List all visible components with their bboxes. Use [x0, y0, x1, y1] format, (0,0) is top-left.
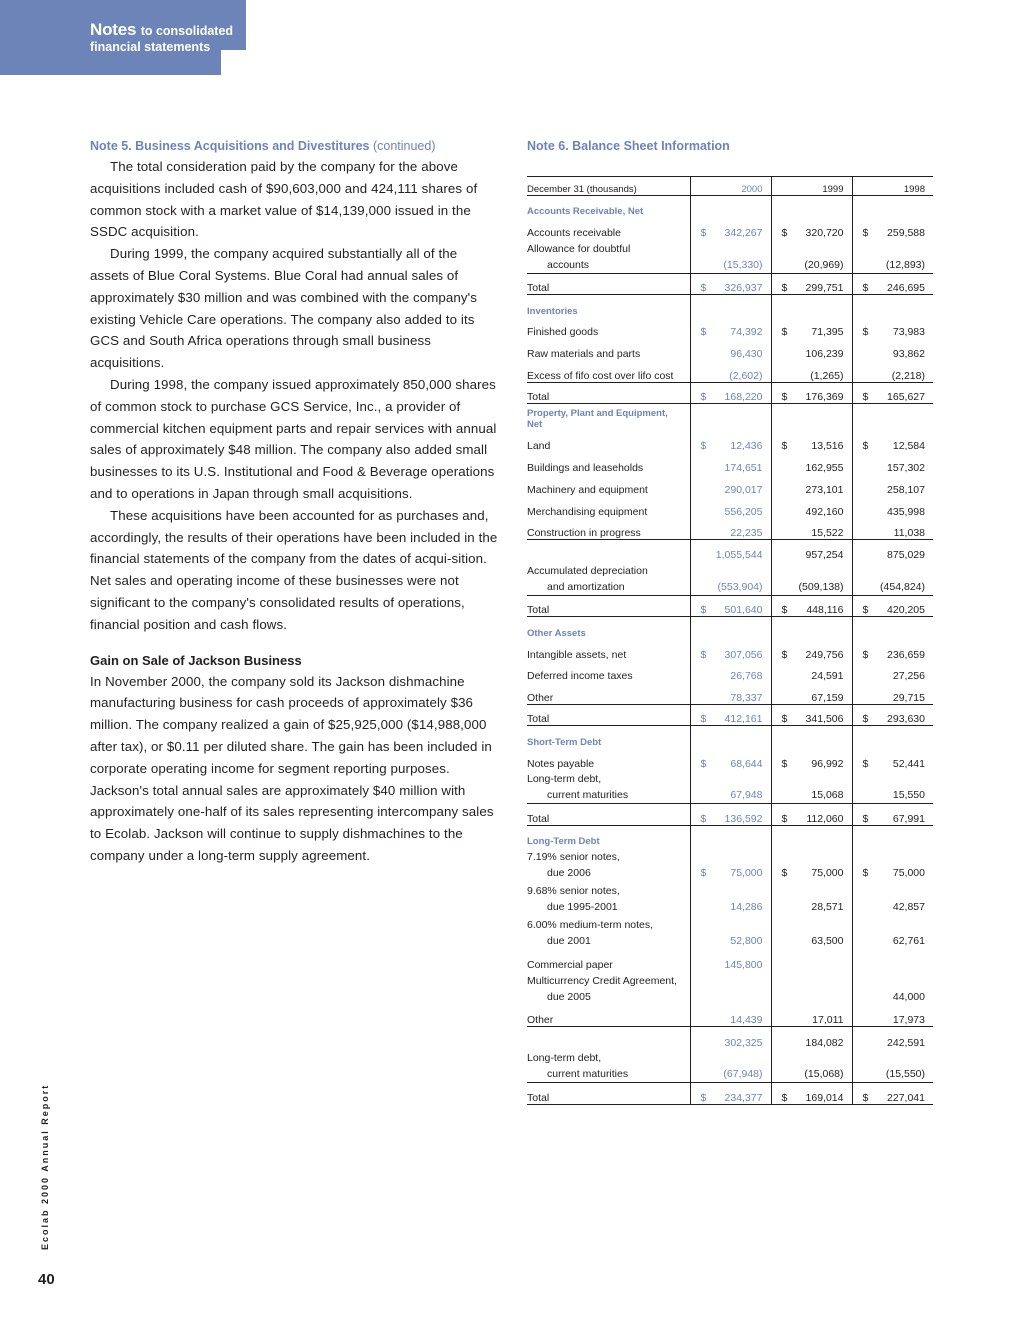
dollar-sign: $ [781, 227, 788, 240]
value: 96,992 [811, 757, 844, 770]
cell-1998: (454,824) [852, 561, 933, 595]
table-row [527, 639, 933, 661]
cell-1998: (15,550) [852, 1049, 933, 1083]
cell-1998 [852, 273, 933, 295]
cell-1998: 11,038 [852, 518, 933, 540]
cell-2000 [690, 217, 771, 239]
table-row [527, 360, 933, 382]
cell-1998 [852, 317, 933, 339]
table-row [527, 661, 933, 683]
row-label [527, 915, 690, 949]
row-label: Total [527, 804, 690, 826]
cell-1998 [852, 748, 933, 770]
header-1999: 1999 [771, 177, 852, 196]
cell-1999: 492,160 [805, 505, 844, 518]
value: 73,983 [892, 326, 925, 339]
table-row [527, 682, 933, 704]
cell-2000: 290,017 [690, 474, 771, 496]
dollar-sign: $ [781, 867, 788, 880]
cell-2000: 145,800 [690, 949, 771, 971]
cell-1998 [852, 1083, 933, 1105]
row-label [527, 539, 690, 561]
cell-1999: (20,969) [771, 239, 852, 273]
note6-column [527, 136, 933, 1104]
header-notes-word: Notes [90, 20, 137, 39]
cell-2000: (2,602) [690, 360, 771, 382]
section-heading: Property, Plant and Equipment, Net [527, 408, 668, 431]
cell-2000 [690, 430, 771, 452]
cell-1998: 62,761 [852, 915, 933, 949]
cell-1998: 17,973 [852, 1005, 933, 1027]
dollar-sign: $ [700, 812, 707, 825]
row-label-line2: due 1995-2001 [547, 901, 618, 914]
total-row [527, 704, 933, 726]
cell-1999 [771, 217, 852, 239]
note5-title-continued: (continued) [372, 139, 436, 153]
table-row [527, 1005, 933, 1027]
cell-1999 [771, 382, 852, 404]
row-label: Commercial paper [527, 958, 613, 971]
cell-1998: 157,302 [852, 452, 933, 474]
row-label: Total [527, 595, 690, 617]
cell-1999: 162,955 [805, 461, 844, 474]
dollar-sign: $ [700, 713, 707, 726]
gain-paragraph: In November 2000, the company sold its Jackson dishmachine manufacturing business for cash proceeds of approximately $36 million. The company realized a gain of $25,925,000 ($14,988,000 after tax), or $0.11 per diluted share. The gain has been included in corporate operating income for segment reporting purposes. Jackson's total annual sales are approximately $40 million with approximately one-half of its sales representing intercompany sales to Ecolab. Jackson will continue to supply dishmachines to the company under a long-term supply agreement. [90, 673, 494, 863]
dollar-sign: $ [862, 282, 869, 295]
row-label-line1: 6.00% medium-term notes, [527, 919, 654, 932]
row-label-line1: 9.68% senior notes, [527, 885, 620, 898]
row-label-line2: current maturities [547, 1068, 629, 1081]
table-row [527, 518, 933, 540]
section-heading-row [527, 404, 933, 431]
row-label-line2: accounts [547, 258, 590, 271]
row-label: Buildings and leaseholds [527, 461, 644, 474]
table-row [527, 474, 933, 496]
value: 420,205 [887, 604, 925, 617]
cell-1999: 15,522 [771, 518, 852, 540]
dollar-sign: $ [862, 227, 869, 240]
value: 342,267 [724, 227, 763, 240]
table-row [527, 748, 933, 770]
table-row [527, 452, 933, 474]
row-label-line1: Long-term debt, [527, 773, 602, 786]
cell-2000 [690, 639, 771, 661]
row-label-line1: Allowance for doubtful [527, 242, 631, 255]
cell-2000 [690, 382, 771, 404]
value: 112,060 [806, 812, 844, 825]
cell-1998 [852, 639, 933, 661]
value: 52,441 [892, 757, 925, 770]
cell-1999: (509,138) [771, 561, 852, 595]
cell-1998: 93,862 [852, 338, 933, 360]
table-row [527, 317, 933, 339]
table-row [527, 239, 933, 273]
note5-paragraph-4: These acquisitions have been accounted for as purchases and, accordingly, the results of their operations have been included in the financial statements of the company from the dates of acqui-sition. Net sales and operating income of these businesses were not significant to the company's consolidated results of operations, financial position and cash flows. [90, 507, 498, 632]
dollar-sign: $ [781, 604, 788, 617]
table-row [527, 881, 933, 915]
dollar-sign: $ [862, 713, 869, 726]
cell-1999: 273,101 [805, 483, 844, 496]
section-heading: Inventories [527, 305, 578, 317]
cell-1999 [771, 273, 852, 295]
row-label: Merchandising equipment [527, 505, 648, 518]
cell-1998 [852, 949, 933, 971]
dollar-sign: $ [781, 391, 788, 404]
row-label-line2: and amortization [547, 580, 625, 593]
value: 75,000 [730, 867, 763, 880]
balance-sheet-table [527, 176, 933, 1105]
row-label-line1: Accumulated depreciation [527, 564, 648, 577]
dollar-sign: $ [700, 867, 707, 880]
row-label-line2: due 2006 [547, 867, 591, 880]
cell-1998: 242,591 [852, 1027, 933, 1049]
cell-1999: (15,068) [771, 1049, 852, 1083]
row-label [527, 881, 690, 915]
value: 326,937 [724, 282, 763, 295]
dollar-sign: $ [700, 391, 707, 404]
note5-column [90, 136, 500, 867]
table-row [527, 949, 933, 971]
table-row [527, 971, 933, 1005]
value: 12,436 [730, 440, 763, 453]
section-heading: Long-Term Debt [527, 836, 600, 848]
value: 299,751 [805, 282, 844, 295]
cell-1999: 957,254 [805, 549, 844, 562]
cell-2000: 302,325 [690, 1027, 771, 1049]
section-heading-row [527, 825, 933, 847]
cell-1998 [852, 847, 933, 881]
section-heading: Other Assets [527, 627, 586, 639]
subtotal-row [527, 539, 933, 561]
row-label-line1: Multicurrency Credit Agreement, [527, 974, 677, 987]
table-row [527, 496, 933, 518]
row-label: Total [527, 1083, 690, 1105]
row-label: Land [527, 440, 551, 453]
value: 71,395 [811, 326, 844, 339]
section-heading: Accounts Receivable, Net [527, 206, 644, 218]
value: 293,630 [887, 713, 925, 726]
gain-heading: Gain on Sale of Jackson Business [90, 652, 302, 668]
row-label: Construction in progress [527, 518, 690, 540]
table-row [527, 847, 933, 881]
value: 74,392 [730, 326, 763, 339]
cell-1999 [771, 1083, 852, 1105]
dollar-sign: $ [700, 282, 707, 295]
cell-2000: 96,430 [690, 338, 771, 360]
value: 501,640 [724, 604, 763, 617]
dollar-sign: $ [862, 812, 869, 825]
table-row [527, 217, 933, 239]
value: 12,584 [892, 440, 925, 453]
total-row [527, 382, 933, 404]
dollar-sign: $ [862, 648, 869, 661]
page-number: 40 [38, 1271, 55, 1288]
header-1998: 1998 [852, 177, 933, 196]
value: 320,720 [805, 227, 844, 240]
cell-2000: 78,337 [690, 682, 771, 704]
cell-1999 [771, 949, 852, 971]
cell-1999: 15,068 [771, 770, 852, 804]
dollar-sign: $ [700, 1091, 707, 1104]
cell-1999 [771, 971, 852, 1005]
value: 169,014 [805, 1091, 844, 1104]
row-label [527, 971, 690, 1005]
value: 168,220 [724, 391, 763, 404]
cell-1999: 67,159 [771, 682, 852, 704]
cell-2000 [690, 595, 771, 617]
dollar-sign: $ [700, 757, 707, 770]
cell-1999: 184,082 [805, 1036, 844, 1049]
cell-2000: (67,948) [690, 1049, 771, 1083]
value: 67,991 [892, 812, 925, 825]
value: 259,588 [887, 227, 925, 240]
row-label: Machinery and equipment [527, 483, 648, 496]
row-label-line2: due 2005 [547, 990, 591, 1003]
cell-1998 [852, 217, 933, 239]
row-label: Notes payable [527, 757, 595, 770]
cell-1999: 28,571 [811, 901, 844, 914]
cell-2000: 174,651 [690, 452, 771, 474]
row-label: Excess of fifo cost over lifo cost [527, 360, 690, 382]
dollar-sign: $ [862, 1091, 869, 1104]
dollar-sign: $ [781, 1091, 788, 1104]
note5-paragraph-3: During 1998, the company issued approximately 850,000 shares of common stock to purchase GCS Service, Inc., a provider of commercial kitchen equipment parts and repair services with annual sales of approximately $48 million. The company also added small businesses to its U.S. Institutional and Food & Beverage operations and to operations in Japan through small acquisitions. [90, 376, 497, 501]
value: 412,161 [724, 713, 763, 726]
cell-2000: 26,768 [690, 661, 771, 683]
cell-2000 [690, 971, 771, 1005]
row-label-line1: Long-term debt, [527, 1052, 602, 1065]
cell-2000: (553,904) [690, 561, 771, 595]
dollar-sign: $ [700, 648, 707, 661]
cell-1998: 44,000 [852, 971, 933, 1005]
cell-1999: 63,500 [811, 935, 844, 948]
cell-1999: 24,591 [811, 670, 844, 683]
cell-1999 [771, 317, 852, 339]
value: 234,377 [724, 1091, 763, 1104]
row-label: Other [527, 1005, 690, 1027]
row-label [527, 770, 690, 804]
row-label [527, 561, 690, 595]
cell-2000 [690, 847, 771, 881]
cell-1998: 27,256 [852, 661, 933, 683]
cell-1999 [771, 748, 852, 770]
value: 136,592 [724, 812, 763, 825]
table-row [527, 1049, 933, 1083]
cell-1998 [852, 704, 933, 726]
cell-2000 [690, 704, 771, 726]
value: 75,000 [811, 867, 844, 880]
row-label: Total [527, 273, 690, 295]
cell-1998: 15,550 [852, 770, 933, 804]
cell-2000 [690, 317, 771, 339]
dollar-sign: $ [781, 282, 788, 295]
table-header-row [527, 177, 933, 196]
cell-2000 [690, 748, 771, 770]
value: 341,506 [805, 713, 844, 726]
row-label: Intangible assets, net [527, 648, 627, 661]
header-label: December 31 (thousands) [527, 177, 690, 196]
dollar-sign: $ [781, 812, 788, 825]
cell-1998: 258,107 [852, 474, 933, 496]
cell-1998: (2,218) [852, 360, 933, 382]
note5-paragraph-1: The total consideration paid by the company for the above acquisitions included cash of $90,603,000 and 424,111 shares of common stock with a market value of $14,139,000 issued in the SSDC acquisition. [90, 159, 478, 240]
cell-1999: 17,011 [771, 1005, 852, 1027]
row-label: Raw materials and parts [527, 348, 641, 361]
cell-1998: 29,715 [852, 682, 933, 704]
row-label: Other [527, 682, 690, 704]
dollar-sign: $ [862, 326, 869, 339]
row-label [527, 1027, 690, 1049]
cell-1999 [771, 595, 852, 617]
dollar-sign: $ [781, 648, 788, 661]
section-heading-row [527, 726, 933, 748]
note5-title [90, 136, 500, 156]
cell-1998 [852, 595, 933, 617]
total-row [527, 804, 933, 826]
dollar-sign: $ [862, 867, 869, 880]
dollar-sign: $ [781, 326, 788, 339]
dollar-sign: $ [862, 757, 869, 770]
cell-2000 [690, 1083, 771, 1105]
cell-1998: 435,998 [852, 496, 933, 518]
dollar-sign: $ [781, 440, 788, 453]
row-label: Deferred income taxes [527, 670, 633, 683]
row-label: Accounts receivable [527, 227, 621, 240]
table-row [527, 338, 933, 360]
dollar-sign: $ [700, 227, 707, 240]
cell-1999 [771, 639, 852, 661]
value: 307,056 [724, 648, 763, 661]
row-label: Total [527, 704, 690, 726]
header-suffix-line1: to consolidated [140, 24, 234, 38]
section-heading-row [527, 617, 933, 639]
cell-1998 [852, 430, 933, 452]
value: 165,627 [887, 391, 925, 404]
cell-2000 [690, 804, 771, 826]
cell-1998 [852, 382, 933, 404]
row-label: Total [527, 382, 690, 404]
value: 75,000 [892, 867, 925, 880]
table-row [527, 430, 933, 452]
row-label-line1: 7.19% senior notes, [527, 851, 620, 864]
cell-1999 [771, 430, 852, 452]
row-label: Finished goods [527, 326, 599, 339]
cell-2000: 14,286 [690, 881, 771, 915]
value: 246,695 [887, 282, 925, 295]
value: 227,041 [887, 1091, 925, 1104]
header-suffix-line2: financial statements [90, 40, 211, 54]
total-row [527, 273, 933, 295]
cell-2000: 1,055,544 [690, 539, 771, 561]
section-heading-row [527, 196, 933, 218]
dollar-sign: $ [700, 326, 707, 339]
section-heading-row [527, 295, 933, 317]
total-row [527, 595, 933, 617]
total-row [527, 1083, 933, 1105]
cell-2000: (15,330) [690, 239, 771, 273]
note5-paragraph-2: During 1999, the company acquired substantially all of the assets of Blue Coral Systems. Blue Coral had annual sales of approximately $30 million and was combined with the company's existing Vehicle Care operations. The company also added to its GCS and South Africa operations through small business acquisitions. [90, 246, 478, 371]
section-heading: Short-Term Debt [527, 736, 602, 748]
value: 176,369 [805, 391, 844, 404]
cell-2000: 52,800 [690, 915, 771, 949]
dollar-sign: $ [781, 713, 788, 726]
subtotal-row [527, 1027, 933, 1049]
note5-title-text: Note 5. Business Acquisitions and Divestitures [90, 139, 370, 153]
dollar-sign: $ [862, 391, 869, 404]
cell-2000 [690, 273, 771, 295]
section-header [90, 22, 233, 55]
cell-2000: 14,439 [690, 1005, 771, 1027]
value: 13,516 [811, 440, 844, 453]
dollar-sign: $ [700, 604, 707, 617]
note6-title: Note 6. Balance Sheet Information [527, 139, 730, 153]
dollar-sign: $ [700, 440, 707, 453]
cell-1999: 106,239 [805, 348, 844, 361]
row-label-line2: current maturities [547, 789, 629, 802]
row-label [527, 1049, 690, 1083]
table-row [527, 561, 933, 595]
cell-1998 [852, 804, 933, 826]
cell-1999 [771, 804, 852, 826]
row-label [527, 239, 690, 273]
value: 249,756 [805, 648, 844, 661]
cell-1998: 875,029 [852, 539, 933, 561]
dollar-sign: $ [781, 757, 788, 770]
header-2000: 2000 [690, 177, 771, 196]
row-label [527, 847, 690, 881]
cell-1998: (12,893) [852, 239, 933, 273]
table-row [527, 770, 933, 804]
row-label-line2: due 2001 [547, 935, 591, 948]
cell-1999: (1,265) [771, 360, 852, 382]
cell-1998: 42,857 [852, 881, 933, 915]
cell-2000: 556,205 [690, 496, 771, 518]
cell-2000: 22,235 [690, 518, 771, 540]
value: 236,659 [887, 648, 925, 661]
cell-2000: 67,948 [690, 770, 771, 804]
value: 68,644 [730, 757, 763, 770]
cell-1999 [771, 847, 852, 881]
table-row [527, 915, 933, 949]
dollar-sign: $ [862, 440, 869, 453]
report-side-label: Ecolab 2000 Annual Report [40, 1083, 50, 1250]
value: 448,116 [806, 604, 844, 617]
cell-1999 [771, 704, 852, 726]
dollar-sign: $ [862, 604, 869, 617]
